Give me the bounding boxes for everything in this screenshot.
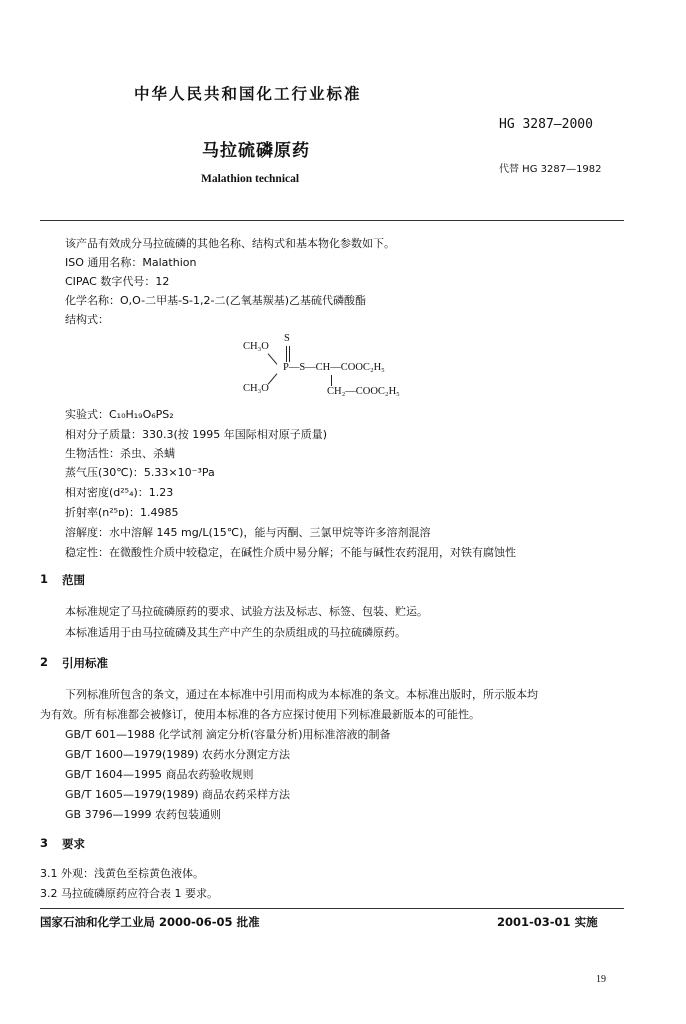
methoxy-bottom: CH₃O (243, 383, 269, 394)
structure-label: 结构式： (65, 313, 109, 326)
standard-number: HG 3287—2000 (499, 117, 593, 132)
section-3-number: 3 (40, 836, 49, 850)
approval-date: 国家石油和化学工业局 2000-06-05 批准 (40, 915, 260, 929)
stability: 稳定性：在微酸性介质中较稳定，在碱性介质中易分解；不能与碱性农药混用，对铁有腐蚀性 (65, 546, 516, 559)
p-s-double-bond (286, 346, 287, 362)
bond-top (268, 353, 278, 364)
section-3-title: 要求 (62, 837, 85, 851)
reference-item: GB/T 601—1988 化学试剂 滴定分析(容量分析)用标准溶液的制备 (65, 728, 391, 741)
phosphorus-chain: P—S—CH—COOC₂H₅ (283, 362, 385, 373)
p-s-double-bond-2 (289, 346, 290, 362)
header-divider (40, 220, 624, 221)
section-1-para-1: 本标准规定了马拉硫磷原药的要求、试验方法及标志、标签、包装、贮运。 (65, 605, 428, 618)
page-number: 19 (596, 974, 606, 985)
reference-item: GB/T 1604—1995 商品农药验收规则 (65, 768, 254, 781)
english-title: Malathion technical (201, 173, 300, 185)
solubility: 溶解度：水中溶解 145 mg/L(15℃)，能与丙酮、三氯甲烷等许多溶剂混溶 (65, 526, 431, 539)
vapor-pressure: 蒸气压(30℃)：5.33×10⁻³Pa (65, 466, 215, 479)
section-1-number: 1 (40, 572, 49, 586)
refractive-index: 折射率(n²⁵ᴅ)：1.4985 (65, 506, 179, 519)
section-1-title: 范围 (62, 573, 85, 587)
footer-divider (40, 908, 624, 909)
ch2-chain: CH₂—COOC₂H₅ (327, 386, 400, 397)
bio-activity: 生物活性：杀虫、杀螨 (65, 447, 175, 460)
iso-name: ISO 通用名称：Malathion (65, 256, 197, 269)
intro-lead: 该产品有效成分马拉硫磷的其他名称、结构式和基本物化参数如下。 (65, 237, 395, 250)
reference-item: GB/T 1605—1979(1989) 商品农药采样方法 (65, 788, 291, 801)
replaces-standard: 代替 HG 3287—1982 (499, 164, 602, 175)
section-2-title: 引用标准 (62, 656, 108, 670)
document-title: 马拉硫磷原药 (202, 141, 310, 161)
bond-ch-ch2 (331, 375, 332, 386)
methoxy-top: CH₃O (243, 341, 269, 352)
reference-item: GB 3796—1999 农药包装通则 (65, 808, 222, 821)
formula: 实验式：C₁₀H₁₉O₆PS₂ (65, 408, 174, 421)
relative-density: 相对密度(d²⁵₄)：1.23 (65, 486, 174, 499)
requirement-item: 3.1 外观：浅黄色至棕黄色液体。 (40, 867, 204, 880)
chemical-name: 化学名称：O,O-二甲基-S-1,2-二(乙氧基羰基)乙基硫代磷酸酯 (65, 294, 367, 307)
reference-item: GB/T 1600—1979(1989) 农药水分测定方法 (65, 748, 291, 761)
molecular-mass: 相对分子质量：330.3(按 1995 年国际相对原子质量) (65, 428, 328, 441)
sulfur-atom: S (284, 333, 290, 344)
bond-bottom (268, 373, 278, 384)
implementation-date: 2001-03-01 实施 (497, 915, 598, 929)
section-2-para-line-1: 下列标准所包含的条文，通过在本标准中引用而构成为本标准的条文。本标准出版时，所示版本均 (65, 688, 538, 701)
section-1-para-2: 本标准适用于由马拉硫磷及其生产中产生的杂质组成的马拉硫磷原药。 (65, 626, 406, 639)
standard-category: 中华人民共和国化工行业标准 (134, 85, 362, 103)
section-2-para-line-2: 为有效。所有标准都会被修订，使用本标准的各方应探讨使用下列标准最新版本的可能性。 (40, 708, 480, 721)
cipac-code: CIPAC 数字代号：12 (65, 275, 170, 288)
requirement-item: 3.2 马拉硫磷原药应符合表 1 要求。 (40, 887, 218, 900)
section-2-number: 2 (40, 655, 49, 669)
